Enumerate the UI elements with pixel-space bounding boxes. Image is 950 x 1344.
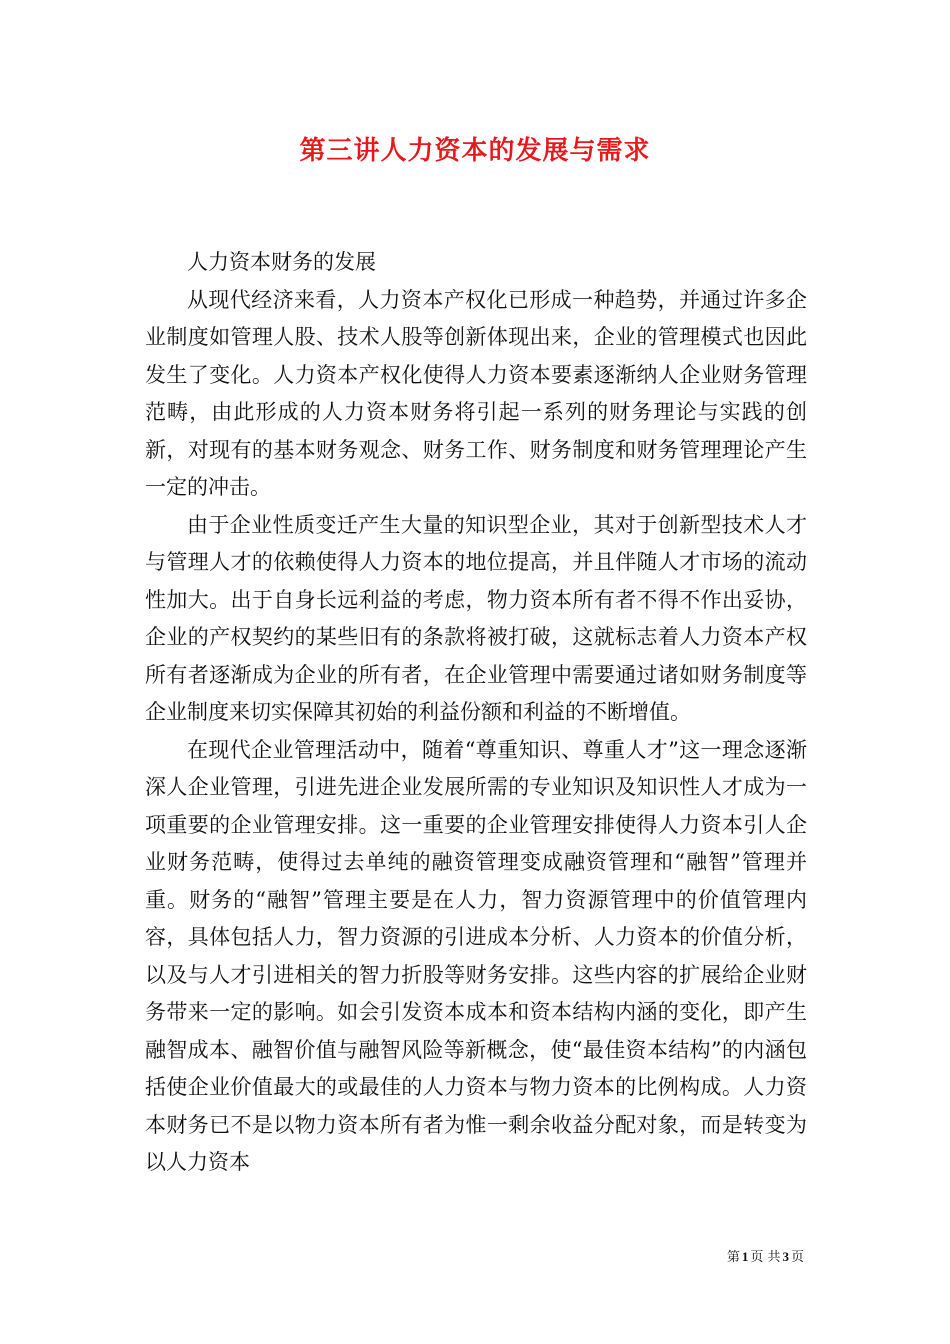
footer-prefix: 第 xyxy=(726,1250,740,1265)
section-subheading: 人力资本财务的发展 xyxy=(187,250,376,274)
footer-total-pages: 3 xyxy=(782,1249,789,1264)
paragraph-2: 由于企业性质变迁产生大量的知识型企业，其对于创新型技术人才与管理人才的依赖使得人力资本的地位提高，并且伴随人才市场的流动性加大。出于自身长远利益的考虑，物力资本所有者不得不作出妥协，企业的产权契约的某些旧有的条款将被打破，这就标志着人力资本产权所有者逐渐成为企业的所有者，在企业管理中需要通过诸如财务制度等企业制度来切实保障其初始的利益份额和利益的不断增值。 xyxy=(145,512,807,724)
footer-middle: 页 共 xyxy=(750,1250,781,1265)
page-title: 第三讲人力资本的发展与需求 xyxy=(299,136,651,166)
footer-page-number: 1 xyxy=(741,1249,749,1264)
footer-suffix: 页 xyxy=(790,1250,804,1265)
paragraph-1: 从现代经济来看，人力资本产权化已形成一种趋势，并通过许多企业制度如管理人股、技术人股等创新体现出来，企业的管理模式也因此发生了变化。人力资本产权化使得人力资本要素逐渐纳人企业财务管理范畴，由此形成的人力资本财务将引起一系列的财务理论与实践的创新，对现有的基本财务观念、财务工作、财务制度和财务管理理论产生一定的冲击。 xyxy=(145,287,807,499)
page-footer xyxy=(727,1246,804,1265)
document-body xyxy=(145,244,807,1182)
paragraph-3: 在现代企业管理活动中，随着“尊重知识、尊重人才”这一理念逐渐深人企业管理，引进先进企业发展所需的专业知识及知识性人才成为一项重要的企业管理安排。这一重要的企业管理安排使得人力资本引人企业财务范畴，使得过去单纯的融资管理变成融资管理和“融智”管理并重。财务的“融智”管理主要是在人力，智力资源管理中的价值管理内容，具体包括人力，智力资源的引进成本分析、人力资本的价值分析，以及与人才引进相关的智力折股等财务安排。这些内容的扩展给企业财务带来一定的影响。如会引发资本成本和资本结构内涵的变化，即产生融智成本、融智价值与融智风险等新概念，使“最佳资本结构”的内涵包括使企业价值最大的或最佳的人力资本与物力资本的比例构成。人力资本财务已不是以物力资本所有者为惟一剩余收益分配对象，而是转变为以人力资本 xyxy=(145,737,807,1174)
